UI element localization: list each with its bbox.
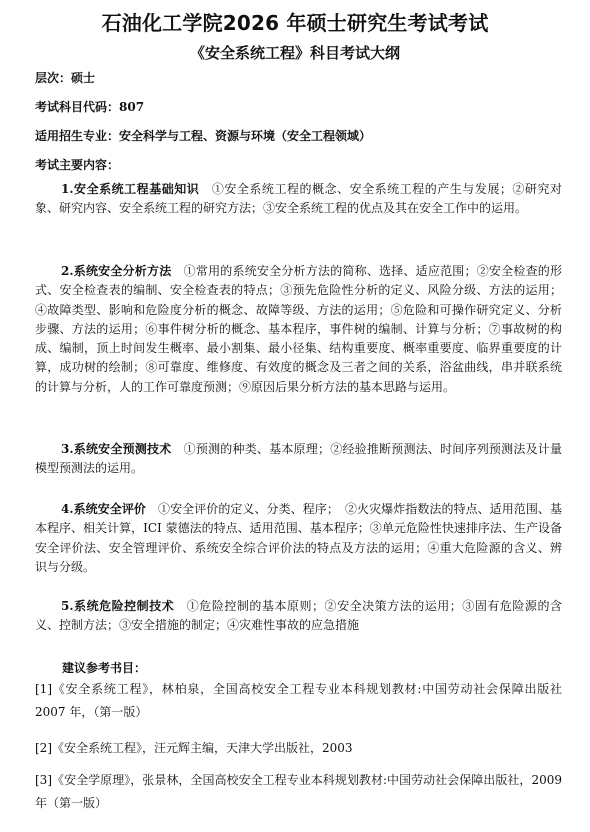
section-heading: 5.系统危险控制技术 — [61, 599, 175, 613]
section-2 — [35, 262, 562, 397]
content-label: 考试主要内容： — [35, 158, 120, 172]
section-heading: 2.系统安全分析方法 — [61, 264, 172, 278]
section-4 — [35, 500, 562, 577]
section-body: ①安全系统工程的概念、安全系统工程的产生与发展；②研究对象、研究内容、安全系统工程的研究方法；③安全系统工程的优点及其在安全工作中的运用。 — [35, 182, 562, 216]
section-3 — [35, 440, 562, 479]
level-line: 层次：硕士 — [35, 71, 96, 85]
section-body: ①预测的种类、基本原理；②经验推断预测法、时间序列预测法及计量模型预测法的运用。 — [35, 442, 562, 476]
section-heading: 4.系统安全评价 — [61, 502, 146, 516]
section-5 — [35, 597, 562, 636]
section-body: ①常用的系统安全分析方法的简称、选择、适应范围；②安全检查的形式、安全检查表的编制、安全检查表的特点；③预先危险性分析的定义、风险分级、方法的运用；④故障类型、影响和危险度分析的概念、故障等级、方法的运用；⑤危险和可操作研究定义、分析步骤、方法的运用；⑥事件树分析的概念、基本程序，事件树的编制、计算与分析；⑦事故树的构成、编制，顶上时间发生概率、最小割集、最小径集、结构重要度、概率重要度、临界重要度的计算，成功树的绘制；⑧可靠度、维修度、有效度的概念及三者之间的关系，浴盆曲线，串并联系统的计算与分析，人的工作可靠度预测；⑨原因后果分析方法的基本思路与运用。 — [35, 264, 562, 394]
section-body: ①安全评价的定义、分类、程序； ②火灾爆炸指数法的特点、适用范围、基本程序、相关计算，ICI 蒙德法的特点、适用范围、基本程序；③单元危险性快速排序法、生产设备安全评价法、安全管理评价、系统安全综合评价法的特点及方法的运用；④重大危险源的含义、辨识与分级。 — [35, 502, 562, 574]
references-heading: 建议参考书目： — [62, 661, 147, 675]
document-title: 石油化工学院2026 年硕士研究生考试考试 — [101, 11, 489, 35]
section-heading: 1.安全系统工程基础知识 — [61, 182, 200, 196]
reference-item-1: [1]《安全系统工程》，林柏泉，全国高校安全工程专业本科规划教材:中国劳动社会保障出版社 2007 年，（第一版） — [35, 682, 562, 719]
section-1 — [35, 180, 562, 219]
document-subtitle: 《安全系统工程》科目考试大纲 — [189, 44, 400, 62]
section-heading: 3.系统安全预测技术 — [61, 442, 172, 456]
reference-item-2: [2]《安全系统工程》，汪元辉主编，天津大学出版社，2003 — [35, 741, 353, 755]
section-body: ①危险控制的基本原则；②安全决策方法的运用；③固有危险源的含义、控制方法；③安全措施的制定；④灾难性事故的应急措施 — [35, 599, 562, 633]
reference-item-3: [3]《安全学原理》，张景林，全国高校安全工程专业本科规划教材:中国劳动社会保障出版社，2009 年（第一版） — [35, 773, 562, 810]
majors-line: 适用招生专业：安全科学与工程、资源与环境（安全工程领域） — [35, 129, 372, 143]
subject-code-line: 考试科目代码：807 — [35, 100, 145, 114]
